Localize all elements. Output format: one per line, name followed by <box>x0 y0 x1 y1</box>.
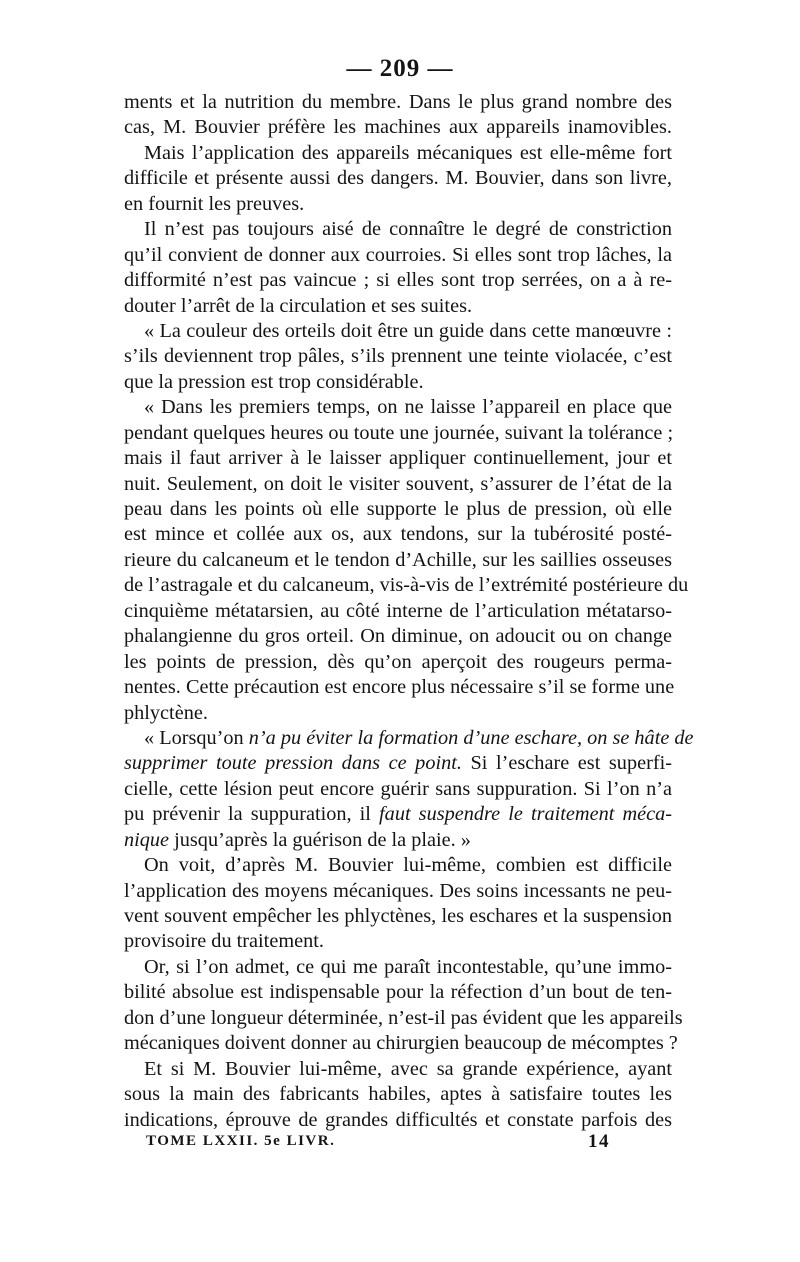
text-line: mais il faut arriver à le laisser appliquer continuellement, jour et <box>124 447 672 470</box>
text-line: phlyctène. <box>124 701 208 724</box>
signature-mark: TOME LXXII. 5e LIVR. <box>146 1133 336 1149</box>
text-line: ments et la nutrition du membre. Dans le plus grand nombre des <box>124 91 672 113</box>
text-line: les points de pression, dès qu’on aperçoit des rougeurs perma- <box>124 650 672 673</box>
text-line: difformité n’est pas vaincue ; si elles sont trop serrées, on a à re- <box>124 269 672 292</box>
text-line: pendant quelques heures ou toute une journée, suivant la tolérance ; <box>124 421 674 444</box>
text-line: cinquième métatarsien, au côté interne de l’articulation métatarso- <box>124 599 672 622</box>
text-line: cas, M. Bouvier préfère les machines aux appareils inamovibles. <box>124 116 672 139</box>
text-line: supprimer toute pression dans ce point. Si l’eschare est superfi- <box>124 752 672 775</box>
text-line: pu prévenir la suppuration, il faut suspendre le traitement méca- <box>124 803 672 826</box>
text-line: peau dans les points où elle supporte le plus de pression, où elle <box>124 498 672 520</box>
text-line: s’ils deviennent trop pâles, s’ils prennent une teinte violacée, c’est <box>124 345 672 368</box>
text-line: de l’astragale et du calcaneum, vis-à-vis de l’extrémité postérieure du <box>124 574 689 597</box>
text-line: est mince et collée aux os, aux tendons, sur la tubérosité posté- <box>124 523 672 546</box>
text-line: que la pression est trop considérable. <box>124 370 424 393</box>
text-line: sous la main des fabricants habiles, aptes à satisfaire toutes les <box>124 1083 672 1106</box>
text-line: « La couleur des orteils doit être un guide dans cette manœuvre : <box>144 319 672 342</box>
page-footer <box>124 1133 672 1157</box>
text-line: nique jusqu’après la guérison de la plaie. » <box>124 828 471 851</box>
text-line: rieure du calcaneum et le tendon d’Achille, sur les saillies osseuses <box>124 548 672 571</box>
sheet-number: 14 <box>588 1131 610 1152</box>
text-line: On voit, d’après M. Bouvier lui-même, combien est difficile <box>144 854 672 877</box>
text-line: difficile et présente aussi des dangers. M. Bouvier, dans son livre, <box>124 167 672 190</box>
text-line: qu’il convient de donner aux courroies. Si elles sont trop lâches, la <box>124 243 672 266</box>
body-text <box>124 90 694 1133</box>
text-line: indications, éprouve de grandes difficultés et constate parfois des <box>124 1108 672 1131</box>
text-line: nentes. Cette précaution est encore plus nécessaire s’il se forme une <box>124 676 675 699</box>
page-number: — 209 — <box>346 55 454 82</box>
italic-text: faut suspendre le traitement méca- <box>379 803 672 826</box>
text-line: Et si M. Bouvier lui-même, avec sa grande expérience, ayant <box>144 1057 672 1080</box>
text-line: Or, si l’on admet, ce qui me paraît incontestable, qu’une immo- <box>144 955 672 978</box>
text-line: douter l’arrêt de la circulation et ses suites. <box>124 294 473 317</box>
text-line: nuit. Seulement, on doit le visiter souvent, s’assurer de l’état de la <box>124 472 672 495</box>
text-line: don d’une longueur déterminée, n’est-il pas évident que les appareils <box>124 1006 683 1029</box>
italic-text: nique <box>124 828 170 851</box>
text-line: cielle, cette lésion peut encore guérir sans suppuration. Si l’on n’a <box>124 777 672 800</box>
text-line: Mais l’application des appareils mécaniques est elle-même fort <box>144 141 672 164</box>
italic-text: supprimer toute pression dans ce point. <box>124 752 462 775</box>
text-line: l’application des moyens mécaniques. Des soins incessants ne peu- <box>124 879 672 902</box>
text-line: « Dans les premiers temps, on ne laisse l’appareil en place que <box>144 396 672 419</box>
text-line: « Lorsqu’on n’a pu éviter la formation d’une eschare, on se hâte de <box>144 726 694 749</box>
text-line: provisoire du traitement. <box>124 930 324 953</box>
text-line: mécaniques doivent donner au chirurgien beaucoup de mécomptes ? <box>124 1032 678 1055</box>
text-line: Il n’est pas toujours aisé de connaître le degré de constriction <box>144 218 672 241</box>
text-line: en fournit les preuves. <box>124 192 305 215</box>
italic-text: n’a pu éviter la formation d’une eschare, on se hâte de <box>248 726 694 749</box>
text-line: phalangienne du gros orteil. On diminue, on adoucit ou on change <box>124 625 672 648</box>
text-line: vent souvent empêcher les phlyctènes, les eschares et la suspension <box>124 905 672 927</box>
text-line: bilité absolue est indispensable pour la réfection d’un bout de ten- <box>124 981 672 1004</box>
